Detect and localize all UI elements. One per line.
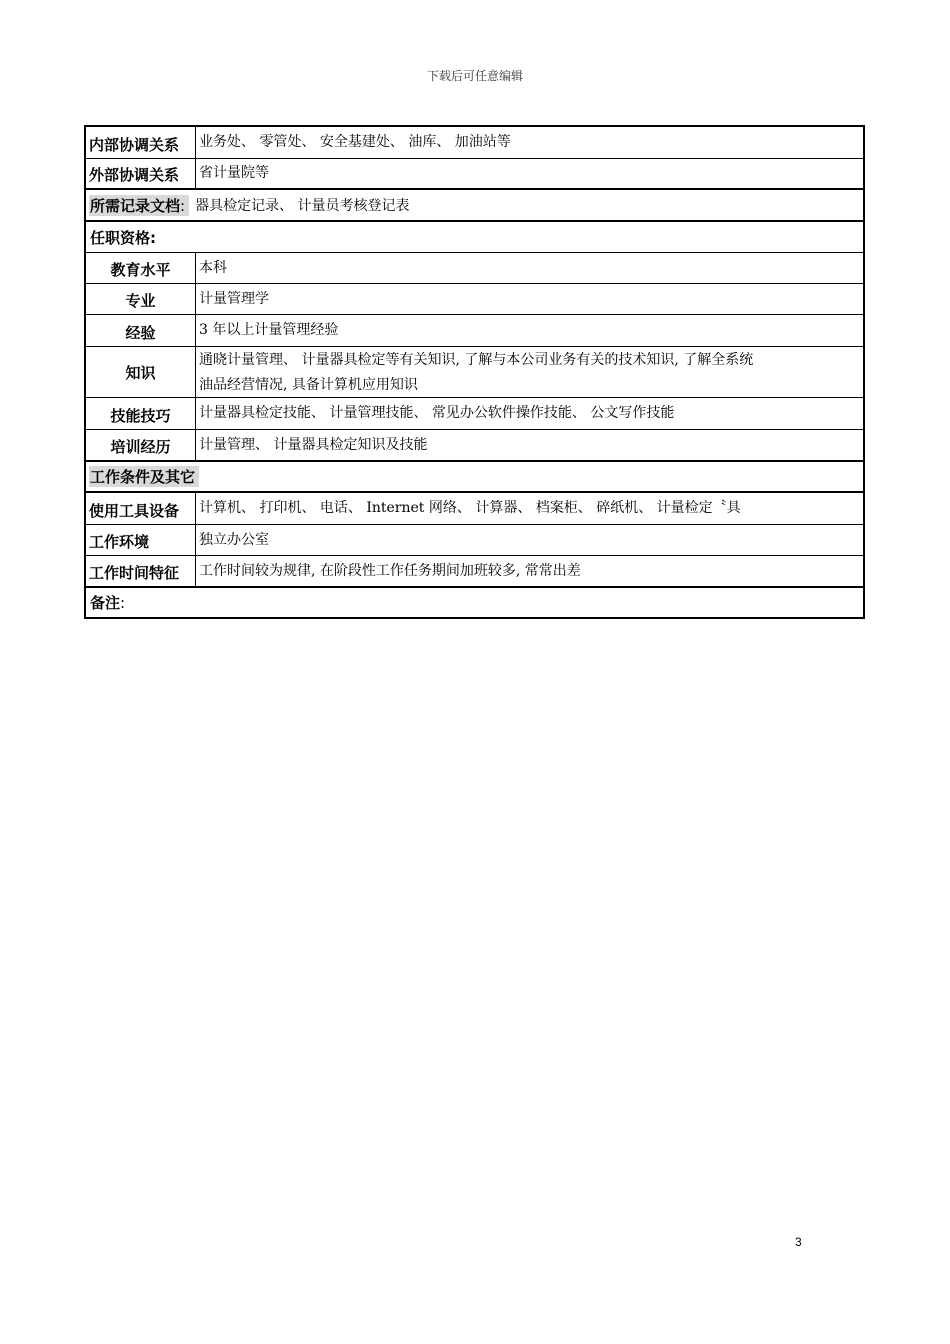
row-value: 本科: [199, 259, 227, 276]
page-number: 3: [795, 1235, 802, 1249]
knowledge-line: 油品经营情况, 具备计算机应用知识: [199, 377, 418, 393]
row-label: 知识: [86, 347, 196, 397]
table-row: [86, 493, 863, 525]
row-label: 工作环境: [86, 525, 196, 555]
row-value: 计量器具检定技能、 计量管理技能、 常见办公软件操作技能、 公文写作技能: [199, 405, 675, 421]
table-row: [86, 525, 863, 556]
row-label: 内部协调关系: [86, 127, 196, 158]
row-value: 独立办公室: [199, 531, 269, 548]
section-heading: 备注:: [90, 594, 126, 612]
row-value: [196, 347, 863, 397]
row-label: 工作时间特征: [86, 556, 196, 586]
row-value: 省计量院等: [199, 165, 269, 181]
row-value: 计算机、 打印机、 电话、 Internet 网络、 计算器、 档案柜、 碎纸机、 计量检定〝具: [199, 500, 741, 516]
table-row: [86, 556, 863, 588]
job-description-table: [84, 125, 865, 619]
table-row: [86, 347, 863, 398]
records-value: 器具检定记录、 计量员考核登记表: [195, 198, 410, 214]
row-value: 工作时间较为规律, 在阶段性工作任务期间加班较多, 常常出差: [199, 562, 581, 579]
table-row: [86, 190, 863, 222]
page-header: 下载后可任意编辑: [426, 69, 523, 83]
row-label: 教育水平: [86, 253, 196, 283]
records-cell: [86, 190, 863, 220]
row-value: 3 年以上计量管理经验: [199, 322, 339, 338]
table-row: [86, 127, 863, 159]
section-heading: 工作条件及其它: [89, 466, 199, 487]
table-row: [86, 430, 863, 462]
row-label: 技能技巧: [86, 398, 196, 429]
table-row: [86, 253, 863, 284]
conditions-cell: [86, 462, 863, 491]
remarks-cell: [86, 588, 863, 617]
table-row: [86, 222, 863, 253]
knowledge-line: 通晓计量管理、 计量器具检定等有关知识, 了解与本公司业务有关的技术知识, 了解全系统: [199, 352, 754, 368]
section-heading: 任职资格:: [90, 228, 157, 247]
row-value: 业务处、 零管处、 安全基建处、 油库、 加油站等: [199, 134, 511, 150]
section-heading: 所需记录文档:: [89, 195, 189, 216]
table-row: [86, 462, 863, 493]
row-label: 专业: [86, 284, 196, 314]
row-label: 经验: [86, 315, 196, 346]
table-row: [86, 159, 863, 190]
table-row: [86, 284, 863, 315]
table-row: [86, 398, 863, 430]
table-row: [86, 588, 863, 617]
row-label: 使用工具设备: [86, 493, 196, 524]
qualifications-cell: [86, 222, 863, 252]
row-value: 计量管理、 计量器具检定知识及技能: [199, 436, 428, 453]
row-value: 计量管理学: [199, 290, 269, 307]
row-label: 外部协调关系: [86, 159, 196, 188]
row-label: 培训经历: [86, 430, 196, 460]
table-row: [86, 315, 863, 347]
